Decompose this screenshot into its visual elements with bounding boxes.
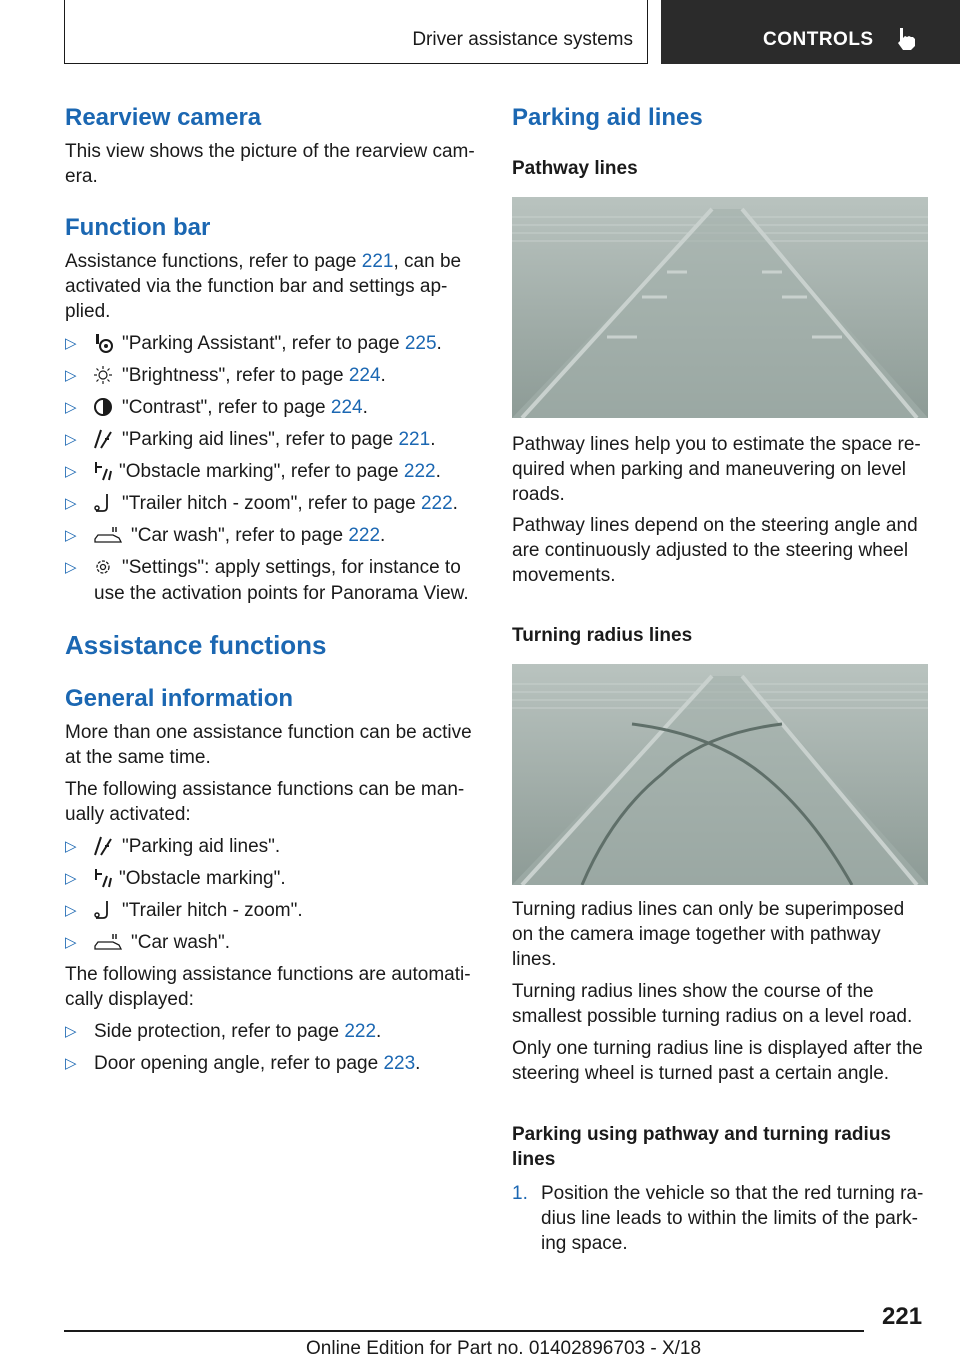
- pathway-lines-text-1: Pathway lines help you to estimate the space re-quired when parking and maneuvering on level roads.: [512, 434, 921, 505]
- turning-radius-text-3: Only one turning radius line is displayed after the steering wheel is turned past a certain angle.: [512, 1038, 923, 1084]
- trailer-hitch-icon: [93, 900, 113, 920]
- header-section-box: [64, 0, 648, 64]
- step-text: Position the vehicle so that the red turning ra-dius line leads to within the limits of the park-ing space.: [541, 1183, 924, 1254]
- page-link[interactable]: 224: [348, 365, 381, 386]
- header-chapter-box: [661, 0, 960, 64]
- auto-functions-text: The following assistance functions are automati-cally displayed:: [65, 964, 471, 1010]
- parking-using-lines-heading-2: lines: [512, 1149, 556, 1170]
- turning-radius-text-2: Turning radius lines show the course of the smallest possible turning radius on a level road.: [512, 981, 913, 1027]
- page-link[interactable]: 222: [344, 1021, 377, 1042]
- pathway-lines-text-2: Pathway lines depend on the steering angle and are continuously adjusted to the steering wheel movements.: [512, 515, 918, 586]
- contrast-icon: [93, 397, 113, 417]
- turning-radius-image: [512, 664, 928, 885]
- parking-aid-lines-icon: [93, 429, 113, 449]
- obstacle-marking-icon: [93, 461, 113, 481]
- settings-continuation: use the activation points for Panorama View.: [94, 583, 469, 604]
- trailer-hitch-icon: [93, 493, 113, 513]
- car-wash-icon: [93, 525, 123, 545]
- page-number: 221: [882, 1303, 923, 1330]
- gear-icon: [93, 557, 113, 577]
- function-bar-text: Assistance functions, refer to page 221, can be activated via the function bar and settings ap-plied.: [65, 251, 462, 322]
- general-information-text: More than one assistance function can be active at the same time.: [65, 722, 472, 768]
- parking-assistant-icon: [93, 333, 113, 353]
- manual-functions-text: The following assistance functions can be man-ually activated:: [65, 779, 465, 825]
- function-bar-heading: Function bar: [65, 214, 211, 241]
- header-section-title: Driver assistance systems: [412, 29, 633, 50]
- page-link[interactable]: 221: [398, 429, 431, 450]
- hand-pointer-icon: [895, 26, 919, 52]
- rearview-camera-text: This view shows the picture of the rearview cam-era.: [65, 141, 475, 187]
- general-information-heading: General information: [65, 685, 294, 712]
- car-wash-icon: [93, 932, 123, 952]
- page-link[interactable]: 223: [383, 1053, 416, 1074]
- header-chapter-title: CONTROLS: [763, 29, 874, 50]
- turning-radius-heading: Turning radius lines: [512, 625, 693, 646]
- page-link[interactable]: 222: [403, 461, 436, 482]
- obstacle-marking-icon: [93, 868, 113, 888]
- page-link[interactable]: 222: [420, 493, 453, 514]
- parking-using-lines-heading: Parking using pathway and turning radius: [512, 1124, 891, 1145]
- step-number: 1.: [512, 1183, 528, 1204]
- page-link[interactable]: 224: [330, 397, 363, 418]
- parking-aid-lines-heading: Parking aid lines: [512, 104, 703, 131]
- footer-divider: [64, 1330, 864, 1332]
- page-link[interactable]: 221: [361, 251, 394, 272]
- rearview-camera-heading: Rearview camera: [65, 104, 262, 131]
- page-link[interactable]: 225: [404, 333, 437, 354]
- pathway-lines-image: [512, 197, 928, 418]
- turning-radius-text-1: Turning radius lines can only be superimposed on the camera image together with pathway lines.: [512, 899, 905, 970]
- assistance-functions-heading: Assistance functions: [65, 630, 327, 660]
- page-link[interactable]: 222: [348, 525, 381, 546]
- pathway-lines-heading: Pathway lines: [512, 158, 638, 179]
- parking-aid-lines-icon: [93, 836, 113, 856]
- footer-edition: Online Edition for Part no. 01402896703 - X/18: [306, 1338, 702, 1359]
- brightness-icon: [93, 365, 113, 385]
